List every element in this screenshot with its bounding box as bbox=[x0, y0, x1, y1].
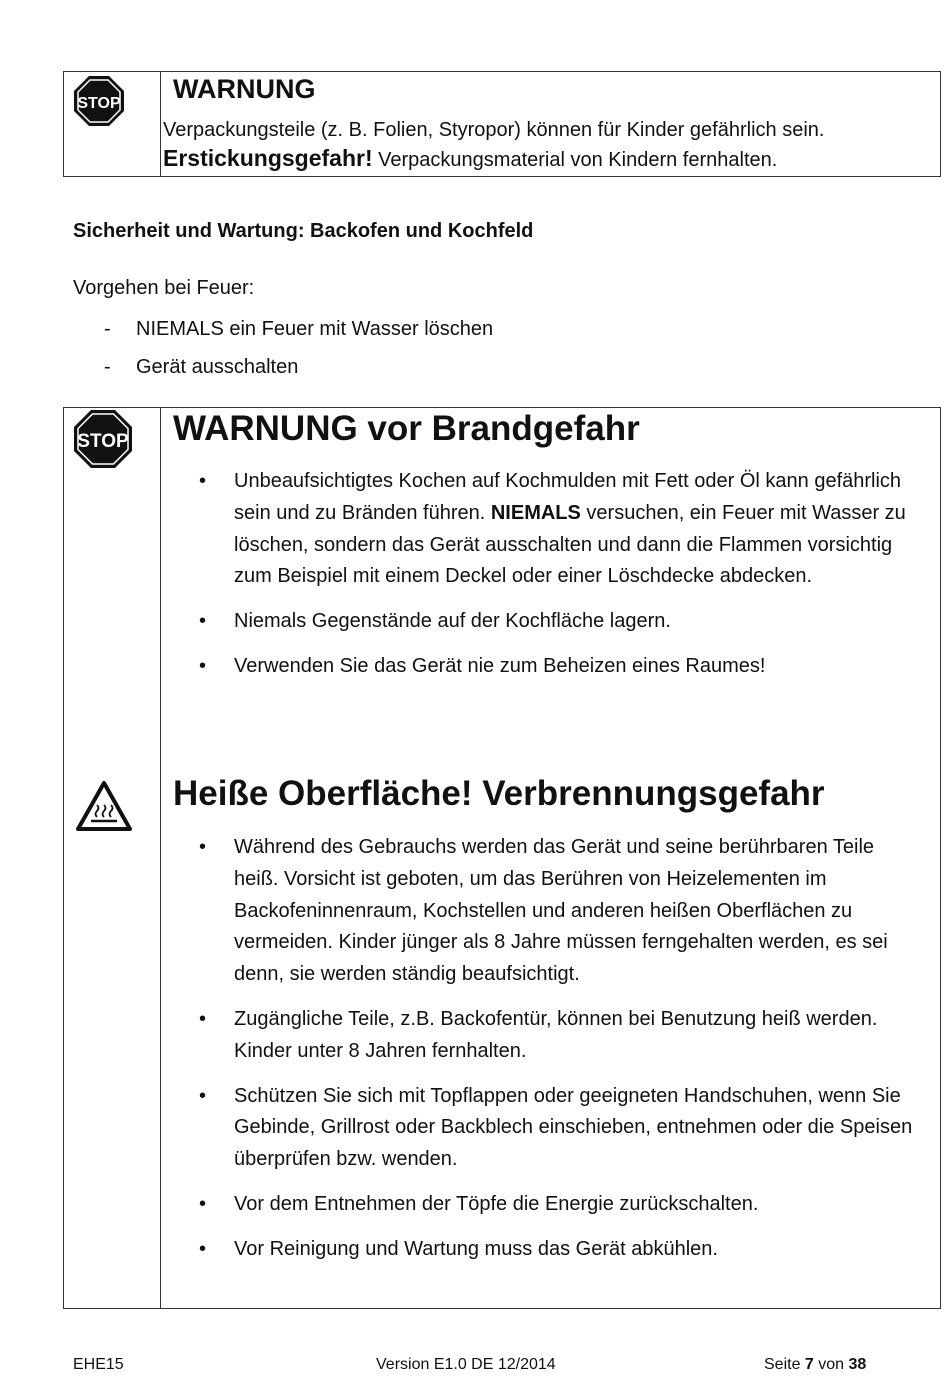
page-prefix: Seite bbox=[764, 1356, 805, 1373]
stop-sign-text: STOP bbox=[77, 95, 121, 112]
packaging-warning-heading: WARNUNG bbox=[173, 74, 316, 104]
dash-marker: - bbox=[104, 318, 111, 340]
suffocation-hazard-label: Erstickungsgefahr! bbox=[163, 145, 373, 171]
fire-step-item bbox=[104, 356, 298, 379]
dash-marker: - bbox=[104, 356, 111, 378]
packaging-warning-box bbox=[63, 71, 941, 177]
packaging-warning-instruction: Verpackungsmaterial von Kindern fernhalten. bbox=[372, 149, 778, 171]
stop-sign-icon bbox=[73, 409, 133, 469]
fire-warning-item-text: versuchen, ein Feuer mit Wasser zu löschen, sondern das Gerät ausschalten und dann die Flammen vorsichtig zum Beispiel mit einem Deckel oder einer Löschdecke abdecken. bbox=[234, 501, 906, 588]
fire-warning-list bbox=[161, 466, 940, 696]
hot-surface-icon bbox=[75, 780, 133, 832]
footer-model: EHE15 bbox=[73, 1356, 124, 1373]
fire-warning-item-text: Niemals Gegenstände auf der Kochfläche lagern. bbox=[234, 610, 671, 633]
fire-warning-item-text: Verwenden Sie das Gerät nie zum Beheizen eines Raumes! bbox=[234, 654, 766, 677]
hot-surface-item: • Zugängliche Teile, z.B. Backofentür, können bei Benutzung heiß werden. Kinder unter 8 Jahren fernhalten. bbox=[161, 1004, 940, 1068]
hot-surface-heading: Heiße Oberfläche! Verbrennungsgefahr bbox=[173, 774, 825, 813]
fire-warning-item bbox=[161, 651, 940, 683]
warning-icon-column bbox=[64, 72, 161, 176]
hot-surface-item: • Vor Reinigung und Wartung muss das Gerät abkühlen. bbox=[161, 1234, 940, 1266]
footer-page-number bbox=[764, 1356, 866, 1374]
never-emphasis: NIEMALS bbox=[490, 501, 581, 524]
fire-and-heat-warning-box bbox=[63, 407, 941, 1309]
fire-step-item bbox=[104, 318, 493, 341]
fire-warning-heading: WARNUNG vor Brandgefahr bbox=[173, 409, 640, 448]
footer-version: Version E1.0 DE 12/2014 bbox=[376, 1356, 556, 1373]
section-subtitle: Vorgehen bei Feuer: bbox=[73, 277, 255, 299]
fire-warning-item bbox=[161, 466, 940, 593]
hot-surface-list bbox=[161, 832, 940, 1279]
packaging-warning-content bbox=[161, 72, 940, 176]
warning-icon-column bbox=[64, 408, 161, 1308]
stop-sign-icon bbox=[73, 75, 125, 127]
fire-step-text: NIEMALS ein Feuer mit Wasser löschen bbox=[136, 318, 494, 340]
packaging-warning-line-2 bbox=[163, 146, 777, 172]
fire-warning-item-text: Unbeaufsichtigtes Kochen auf Kochmulden mit Fett oder Öl kann gefährlich sein und zu Bränden führen. bbox=[234, 470, 902, 524]
fire-and-heat-warning-content bbox=[161, 408, 940, 1308]
section-title: Sicherheit und Wartung: Backofen und Kochfeld bbox=[73, 220, 534, 242]
hot-surface-item: • Während des Gebrauchs werden das Gerät und seine berührbaren Teile heiß. Vorsicht ist geboten, um das Berühren von Heizelementen im Backofeninnenraum, Kochstellen und anderen heißen Oberflächen zu vermeiden. Kinder jünger als 8 Jahre müssen ferngehalten werden, es sei denn, sie werden ständig beaufsichtigt. bbox=[161, 832, 940, 991]
fire-step-text: Gerät ausschalten bbox=[136, 356, 299, 378]
hot-surface-item: • Schützen Sie sich mit Topflappen oder geeigneten Handschuhen, wenn Sie Gebinde, Grillrost oder Backblech einschieben, entnehmen oder die Speisen überprüfen bzw. wenden. bbox=[161, 1081, 940, 1176]
page-current: 7 bbox=[804, 1356, 814, 1373]
stop-sign-text: STOP bbox=[77, 431, 129, 452]
page-separator: von bbox=[813, 1356, 849, 1373]
page-total: 38 bbox=[848, 1356, 867, 1373]
fire-warning-item bbox=[161, 606, 940, 638]
hot-surface-item: • Vor dem Entnehmen der Töpfe die Energie zurückschalten. bbox=[161, 1189, 940, 1221]
packaging-warning-line-1: Verpackungsteile (z. B. Folien, Styropor) können für Kinder gefährlich sein. bbox=[163, 119, 825, 141]
